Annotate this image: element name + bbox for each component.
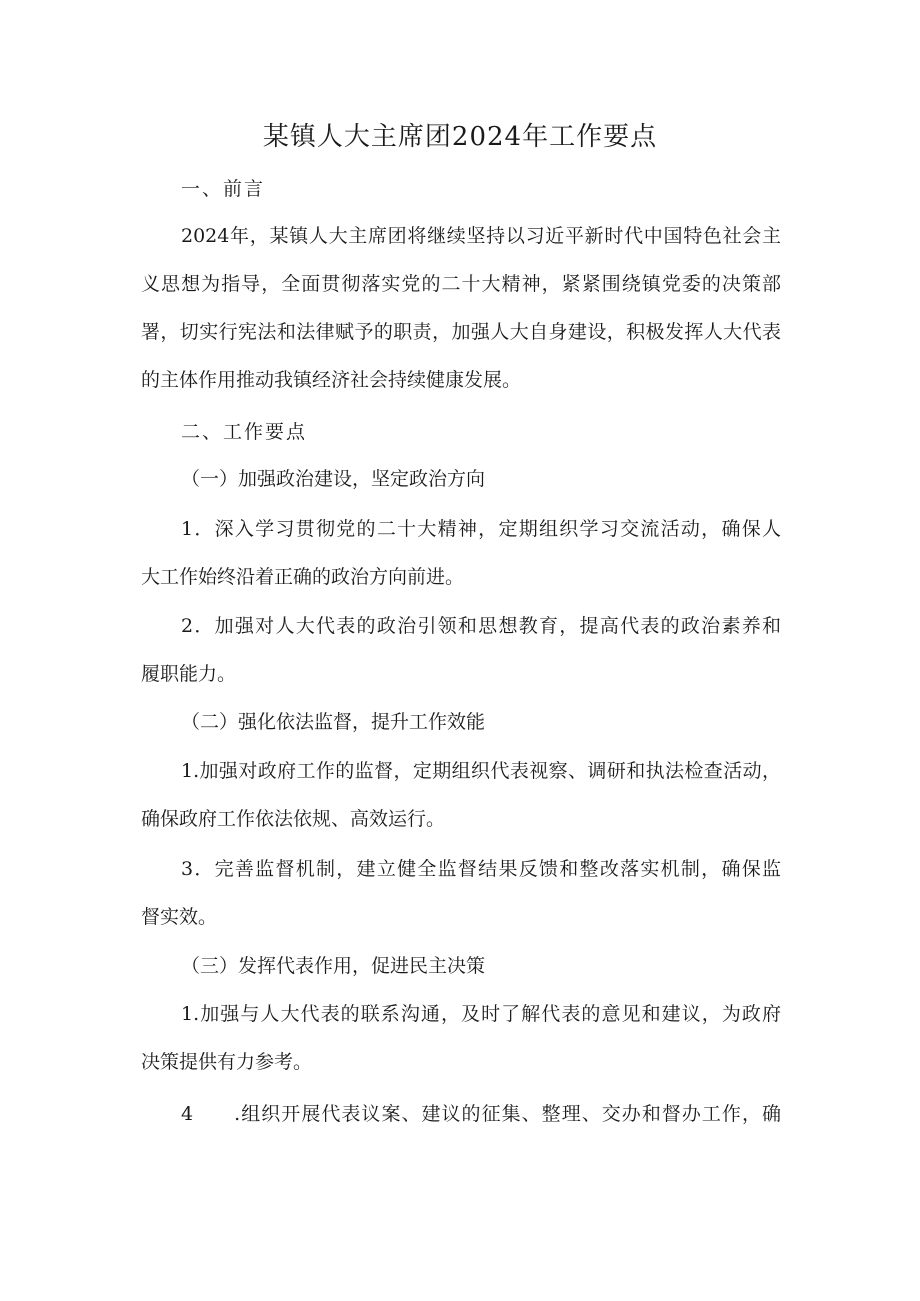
list-item-line: 1.加强与人大代表的联系沟通，及时了解代表的意见和建议，为政府 <box>181 1003 781 1025</box>
list-item-line: 履职能力。 <box>141 663 237 685</box>
section-heading-key-points: 二、工作要点 <box>181 421 308 443</box>
list-item-line: 4 .组织开展代表议案、建议的征集、整理、交办和督办工作，确 <box>181 1103 781 1125</box>
subsection-heading-1: （一）加强政治建设，坚定政治方向 <box>181 468 486 490</box>
list-item-line: 2．加强对人大代表的政治引领和思想教育，提高代表的政治素养和 <box>181 615 781 637</box>
list-item-line: 3．完善监督机制，建立健全监督结果反馈和整改落实机制，确保监 <box>181 858 781 880</box>
paragraph-line: 署，切实行宪法和法律赋予的职责，加强人大自身建设，积极发挥人大代表 <box>141 321 781 343</box>
paragraph-line: 义思想为指导，全面贯彻落实党的二十大精神，紧紧围绕镇党委的决策部 <box>141 273 781 295</box>
section-heading-preface: 一、前言 <box>181 178 266 200</box>
paragraph-line: 的主体作用推动我镇经济社会持续健康发展。 <box>141 369 522 391</box>
list-item-line: 督实效。 <box>141 906 218 928</box>
list-item-line: 1．深入学习贯彻党的二十大精神，定期组织学习交流活动，确保人 <box>181 518 781 540</box>
list-item-line: 大工作始终沿着正确的政治方向前进。 <box>141 566 465 588</box>
subsection-heading-3: （三）发挥代表作用，促进民主决策 <box>181 955 486 977</box>
document-title: 某镇人大主席团2024年工作要点 <box>262 122 658 152</box>
paragraph-line: 2024年，某镇人大主席团将继续坚持以习近平新时代中国特色社会主 <box>181 225 781 247</box>
list-item-line: 决策提供有力参考。 <box>141 1051 313 1073</box>
list-item-line: 1.加强对政府工作的监督，定期组织代表视察、调研和执法检查活动， <box>181 760 781 782</box>
list-item-line: 确保政府工作依法依规、高效运行。 <box>141 808 446 830</box>
subsection-heading-2: （二）强化依法监督，提升工作效能 <box>181 711 486 733</box>
